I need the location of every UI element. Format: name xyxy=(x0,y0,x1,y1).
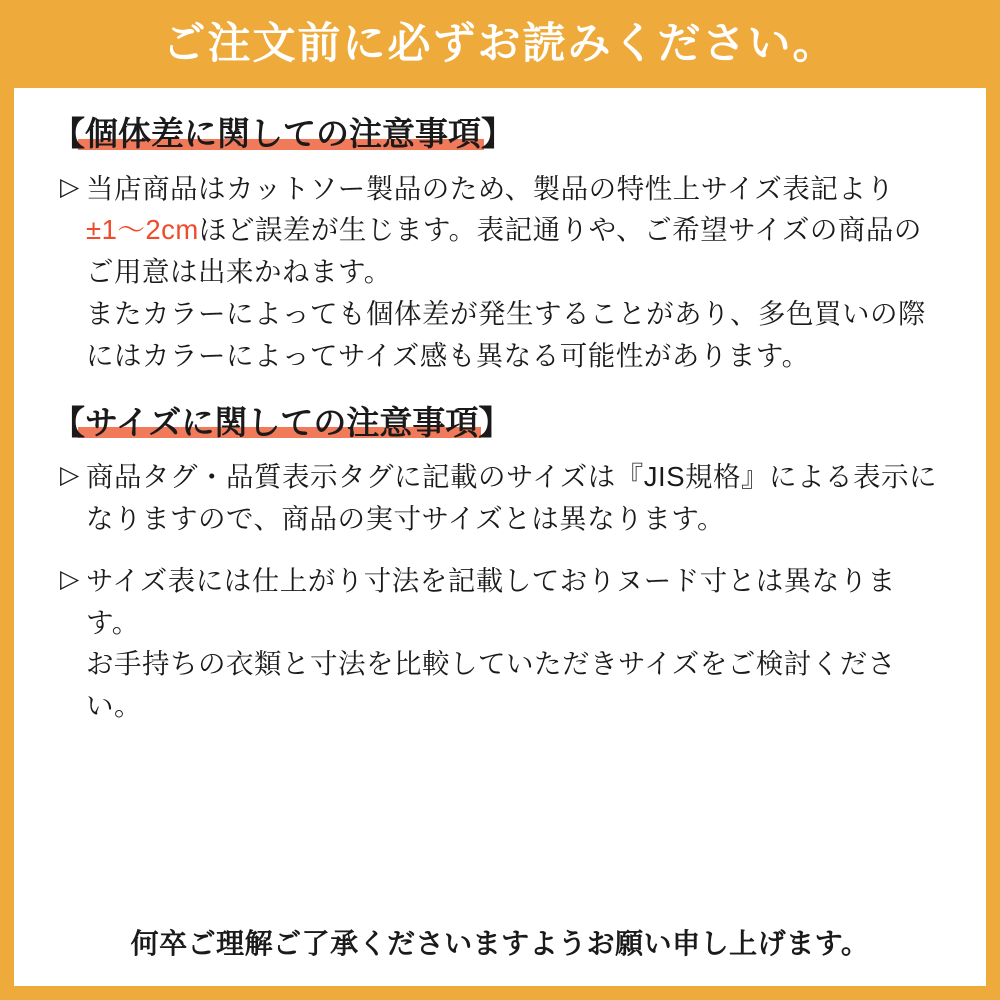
bullet-block-3 xyxy=(52,560,948,727)
spacer xyxy=(52,544,948,560)
section-heading-individual-differences: 【個体差に関しての注意事項】 xyxy=(52,115,514,152)
bullet-1-paragraph xyxy=(86,168,948,293)
triangle-bullet-icon: ▷ xyxy=(60,172,80,201)
accent-tolerance-text: ±1〜2cm xyxy=(86,214,199,246)
text-before-accent: 当店商品はカットソー製品のため、製品の特性上サイズ表記より xyxy=(86,172,895,204)
bullet-block-2-body xyxy=(86,456,948,540)
triangle-bullet-icon: ▷ xyxy=(60,461,80,490)
bullet-3-paragraph-2: お手持ちの衣類と寸法を比較していただきサイズをご検討ください。 xyxy=(86,648,896,722)
notice-sheet xyxy=(14,88,986,986)
triangle-bullet-icon: ▷ xyxy=(60,564,80,593)
bullet-3-paragraph-1: サイズ表には仕上がり寸法を記載しておりヌード寸とは異なります。 xyxy=(86,564,896,638)
section-heading-size: 【サイズに関しての注意事項】 xyxy=(52,403,512,441)
banner xyxy=(0,0,1000,88)
bullet-block-1 xyxy=(52,168,948,377)
banner-title: ご注文前に必ずお読みください。 xyxy=(162,19,838,68)
bullet-1-extra-paragraph: またカラーによっても個体差が発生することがあり、多色買いの際にはカラーによってサイズ感も異なる可能性があります。 xyxy=(86,297,926,371)
text-after-accent: ほど誤差が生じます。表記通りや、ご希望サイズの商品のご用意は出来かねます。 xyxy=(86,214,922,288)
bullet-2-paragraph: 商品タグ・品質表示タグに記載のサイズは『JIS規格』による表示になりますので、商品の実寸サイズとは異なります。 xyxy=(86,461,938,534)
bullet-block-3-body xyxy=(86,560,948,727)
bullet-block-2 xyxy=(52,456,948,540)
footer-note: 何卒ご理解ご了承くださいますようお願い申し上げます。 xyxy=(130,928,870,959)
bullet-block-1-body xyxy=(86,168,948,377)
